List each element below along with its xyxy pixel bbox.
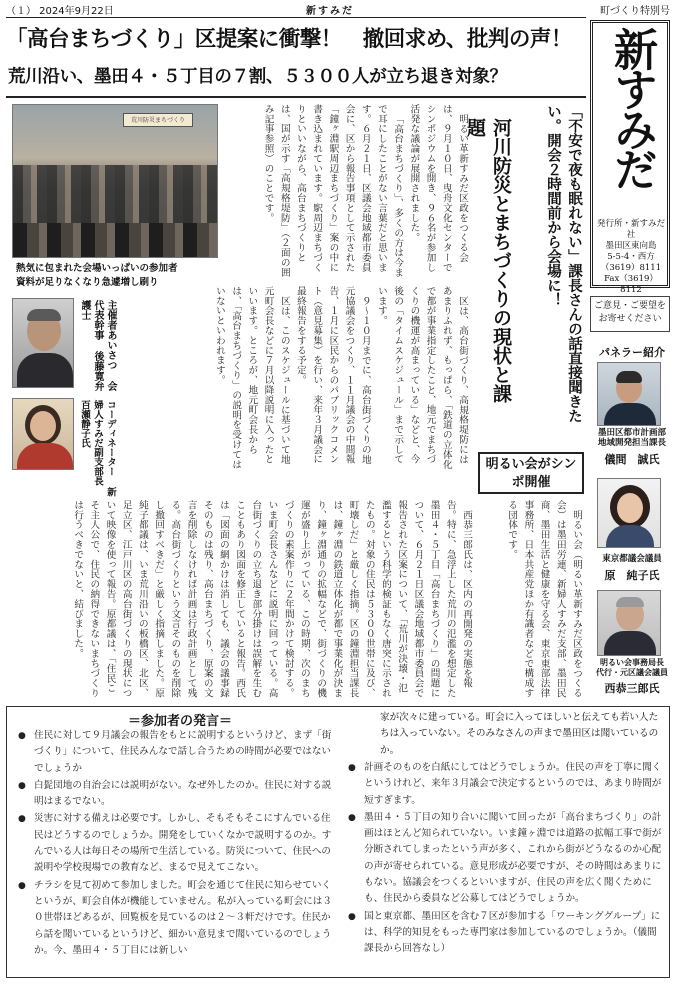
- article-para-6: 西恭三郎氏は、区内の再開発の実態を報告。特に、急浮上した荒川の氾濫を想定した墨田４・５丁目「高台まちづくり」の問題について、６月２１日区議会地域都市委員会で報告された区案について、「荒川が決壊・氾濫するという科学的検証もなく唐突に示されたもの。対象の住民は５３００世帯に及び、町壊しだ」と厳しく指摘。区の鐘淵担当課長は、鐘ヶ淵の鉄道立体化が都で事業化が決まり、鐘ヶ淵通りの拡幅などで、街づくりの機運が盛り上がっている、この時期、次のまちづくりの素案作りに２年間かけて検討する。いま町会長さんなどに説明に回っている。高台街づくりの立ち退き部分掛けは誤解を生むこともあり図面を修正していると報告。西氏は「図面の網かけは消しても、議会の議事録そのものは残り、高台まちづくり、原案の文言を削除しなければ計画は行政計画として残る。高台街づくりという文言そのものを削除し撤回すべきだ」と厳しく指摘しました。原純子都議は、いま荒川沿いの板橋区、北区、足立区、江戸川区の高台街づくりの現状について映像を使って報告。原都議は、「住民こそ主人公で、住民の納得できないまちづくりは行うべきでないと、結びました。: [72, 500, 472, 698]
- portrait-host-role: 主催者あいさつ: [105, 300, 116, 370]
- feature-quote: 「不安で夜も眠れない」課長さんの話直接聞きたい。開会２時間前から会場に！: [545, 104, 582, 423]
- voice-item: ● チラシを見て初めて参加しました。町会を通じて住民に知らせていくというが、町会自体が機能していません。私が入っている町会には３０世帯ほどあるが、回覧板を見ているのは２～３軒だけです。住民から話を聞いているというけど、細かい意見まで聞いているのでしょうか。今、墨田４・５丁目には新しい: [18, 878, 336, 959]
- voices-title: ＝参加者の発言＝: [127, 714, 232, 729]
- article-body-lower: [12, 500, 474, 700]
- masthead-info: [597, 219, 665, 296]
- opinion-box: [590, 296, 670, 332]
- header-bar: [6, 2, 670, 18]
- portrait-host-name1: 会代表幹事: [92, 300, 116, 391]
- voice-item: ● 住民に対して９月議会の報告をもとに説明するというけど、まず「街づくり」について、住民みんなで話し合うための時間が必要ではないでしょうか: [18, 728, 336, 777]
- main-photo: [12, 104, 218, 258]
- panelist-3-affil-line2: 代行・元区議会議員: [596, 668, 668, 677]
- paper-name-small: 新すみだ: [306, 6, 354, 17]
- masthead-publisher: 発行所・新すみだ社: [597, 219, 666, 240]
- article-para-3: 区は、高台街づくり、高規格堤防にはあまりふれず、もっぱら、「鉄道の立体化で都が事業指定したこと、地元でまちづくりの機運が高まっている」などと、今後の「タイムスケジュール」まで示しています。: [375, 286, 468, 470]
- panelist-3-name: 西恭三郎氏: [604, 682, 660, 695]
- panelist-1-affil-line2: 地域開発担当課長: [597, 438, 666, 448]
- panelist-3-affil: [590, 658, 674, 678]
- voice-item: ● 災害に対する備えは必要です。しかし、そもそもそこにすんでいる住民はどうするのでしょうか。開発をしていくなかで説明するのか。すんでいる人は毎日その場所で生活している。防災について、住民への説明や学校現場での教育など、まるで見えてこない。: [18, 811, 336, 876]
- article-para-4: ９～１０月までに、高台街づくりの地元協議会をつくり、１１月議会の中間報告、１月に区民からのパブリックコメント（意見募集）を行い、来年３月議会に最終報告をする予定。: [294, 286, 371, 465]
- sub-headline: 荒川沿い、墨田４・５丁目の７割、５３００人が立ち退き対象？: [8, 67, 507, 87]
- portrait-coordinator-name1: 新婦人すみだ副支部長: [92, 400, 116, 497]
- main-headline: 「高台まちづくり」区提案に衝撃！ 撤回求め、批判の声！: [6, 27, 572, 52]
- photo-banner-text: 荒川防災まちづくり: [131, 117, 185, 124]
- voice-item: ● 墨田４・５丁目の知り合いに聞いて回ったが「高台まちづくり」の計画はほとんど知られていない。いま鐘ヶ淵では道路の拡幅工事で街が分断されてしまったという声が多く、これから街がどうなるのか心配の声が寄せられている。意見形成が必要ですが、その時間はあまりにもない。協議会をつくるといいますが、住民の声を広く聞くためにも、住民から委員など公募してはどうでしょうか。: [348, 810, 664, 908]
- portrait-coordinator-name2: 百瀬静子氏: [79, 400, 90, 448]
- article-body-middle: [112, 286, 470, 472]
- portrait-coordinator: [12, 398, 74, 470]
- article-body-upper: [226, 104, 470, 280]
- photo-caption-line1: 熱気に包まれた会場いっぱいの参加者: [16, 263, 178, 274]
- voices-right-list: [348, 760, 664, 959]
- panelist-1-affil: [590, 428, 674, 448]
- panelist-1-affil-line1: 墨田区都市計画部: [597, 428, 666, 438]
- shimpo-paragraph: 明るい会（明るい革新すみだ区政をつくる会）は墨田労連、新婦人すみだ支部、墨田民商、墨田生活と健康を守る会、東京東部法律事務所、日本共産党ほか有識者などで構成する団体です。: [506, 500, 582, 698]
- shimpo-title: 明るい会がシンポ開催: [485, 457, 577, 490]
- panelist-2-name: 原 純子氏: [604, 569, 660, 582]
- portrait-host: [12, 298, 74, 388]
- voices-right-continuation: 家が次々に建っている。町会に入ってほしいと伝えても若い人たちは入っていない。そのみなさんの声まで墨田区は聞いているのか。: [380, 712, 659, 756]
- feature-title: 河川防災とまちづくりの現状と課題: [464, 118, 512, 403]
- masthead-address2: 5-5-4・西方: [607, 252, 655, 262]
- photo-banner: [123, 113, 193, 127]
- page-number-date: （１） 2024年9月22日: [6, 6, 114, 17]
- masthead-tel: （3619）8111: [600, 263, 662, 273]
- masthead-address: 墨田区東向島: [605, 241, 657, 251]
- article-para-5: 区は、このスケジュールに基づいて地元町会長などに７月以降説明に入ったといいます。ところが、地元町会長からは、「高台まちづくり」の説明を受けてはいないといわれます。: [213, 286, 290, 470]
- masthead-box: [590, 20, 670, 295]
- headline-rule: [6, 96, 586, 98]
- voice-item: ● 白髭団地の自治会には説明がない。なぜ外したのか。住民に対する説明はまるでない。: [18, 778, 336, 811]
- voice-item: ● 計画そのものを白紙にしてはどうでしょうか。住民の声を丁寧に聞くというけれど、来年３月議会で決定するというのでは、あまり時間が短すぎます。: [348, 760, 664, 809]
- panelist-2-affil: 東京都議会議員: [602, 554, 662, 564]
- portrait-coordinator-role: コーディネーター: [105, 400, 116, 476]
- panelist-title: パネラー紹介: [599, 346, 665, 359]
- article-para-2: 「高台まちづくり」、多くの方は今まで耳にしたことがない言葉だと思います。６月２１日、区議会地域都市委員会に、区から報告事項として示された「鐘ヶ淵駅周辺まちづくり」案の中に書き込まれています。駅周辺まちづくりといいながら、高台まちづくりとは、国が示す「高規格堤防」（２面の囲み記事参照）のことです。: [262, 104, 404, 278]
- panelist-photo-3: [597, 590, 661, 656]
- opinion-text: ご意見・ご要望をお寄せください: [593, 301, 666, 324]
- voices-left-list: [18, 728, 336, 960]
- voice-item: ● 国と東京都、墨田区を含む７区が参加する「ワーキンググループ」には、科学的知見をもった専門家は参加しているのでしょうか。（儀間課長から回答なし）: [348, 909, 664, 958]
- shimpo-title-box: [478, 452, 584, 494]
- masthead-fax: Fax（3619）8112: [604, 274, 658, 295]
- panelist-3-affil-line1: 明るい会事務局長: [600, 658, 664, 667]
- panelist-photo-1: [597, 362, 661, 426]
- special-edition-label: 町づくり特別号: [600, 6, 670, 17]
- article-para-1: 明るい革新すみだ区政をつくる会は、９月１０日、曳舟文化センターでシンポジウムを開き、９６名が参加し活発な議論が展開されました。: [408, 104, 468, 273]
- panelist-photo-2: [597, 478, 661, 548]
- photo-caption-line2: 資料が足りなくなり急遽増し刷り: [16, 277, 159, 288]
- shimpo-body: [476, 500, 584, 700]
- header-rule: [6, 17, 586, 18]
- masthead-title: 新すみだ: [606, 27, 657, 187]
- portrait-host-name2: 後藤寛弁護士: [79, 300, 103, 391]
- panelist-1-name: 儀間 誠氏: [604, 453, 660, 466]
